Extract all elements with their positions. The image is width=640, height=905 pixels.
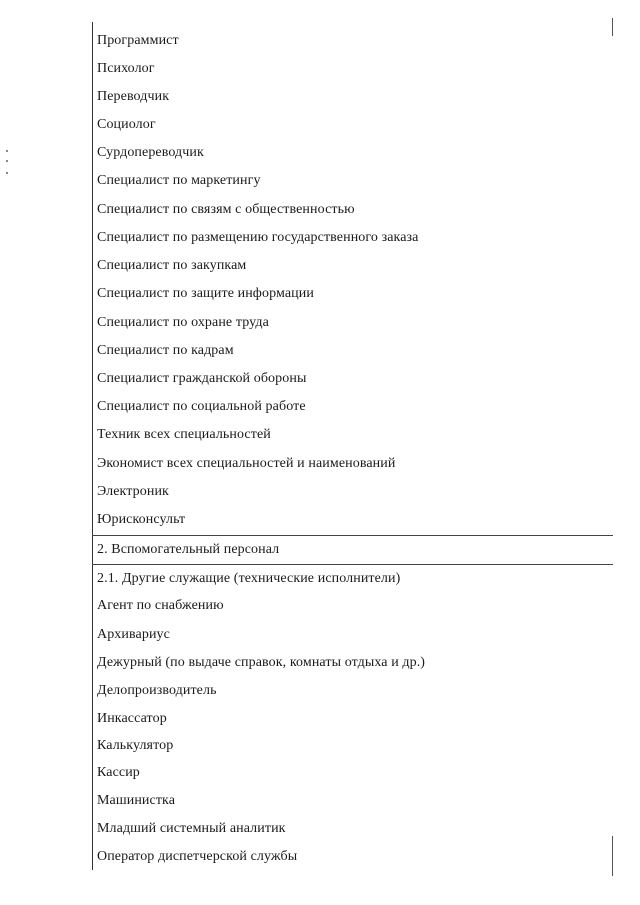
scan-speck xyxy=(6,172,8,174)
list-item: Сурдопереводчик xyxy=(97,145,204,160)
table-row-divider xyxy=(92,564,613,565)
list-item: Кассир xyxy=(97,765,140,780)
scan-speck xyxy=(6,160,8,162)
list-item: Специалист по кадрам xyxy=(97,343,234,358)
list-item: Специалист по маркетингу xyxy=(97,173,261,188)
list-item: Специалист по охране труда xyxy=(97,315,269,330)
table-right-border-bottom xyxy=(612,836,613,876)
list-item: Юрисконсульт xyxy=(97,512,186,527)
list-item: Инкассатор xyxy=(97,711,167,726)
list-item: Калькулятор xyxy=(97,738,174,753)
list-item: Оператор диспетчерской службы xyxy=(97,849,298,864)
list-item: Экономист всех специальностей и наименований xyxy=(97,456,396,471)
table-right-border-top xyxy=(612,18,613,36)
list-item: Дежурный (по выдаче справок, комнаты отдыха и др.) xyxy=(97,655,426,670)
list-item: Специалист гражданской обороны xyxy=(97,371,307,386)
list-item: Электроник xyxy=(97,484,169,499)
list-item: Архивариус xyxy=(97,627,170,642)
section-heading: 2. Вспомогательный персонал xyxy=(97,542,280,557)
list-item: Программист xyxy=(97,33,179,48)
scan-speck xyxy=(6,150,8,152)
list-item: Техник всех специальностей xyxy=(97,427,271,442)
list-item: Специалист по размещению государственного заказа xyxy=(97,230,419,245)
subsection-heading: 2.1. Другие служащие (технические исполнители) xyxy=(97,571,401,586)
list-item: Специалист по связям с общественностью xyxy=(97,202,355,217)
list-item: Переводчик xyxy=(97,89,170,104)
table-row-divider xyxy=(92,535,613,536)
list-item: Специалист по социальной работе xyxy=(97,399,306,414)
list-item: Машинистка xyxy=(97,793,176,808)
table-left-border xyxy=(92,22,93,870)
list-item: Психолог xyxy=(97,61,155,76)
list-item: Агент по снабжению xyxy=(97,598,224,613)
list-item: Социолог xyxy=(97,117,156,132)
list-item: Специалист по защите информации xyxy=(97,286,314,301)
list-item: Делопроизводитель xyxy=(97,683,217,698)
list-item: Младший системный аналитик xyxy=(97,821,286,836)
list-item: Специалист по закупкам xyxy=(97,258,247,273)
